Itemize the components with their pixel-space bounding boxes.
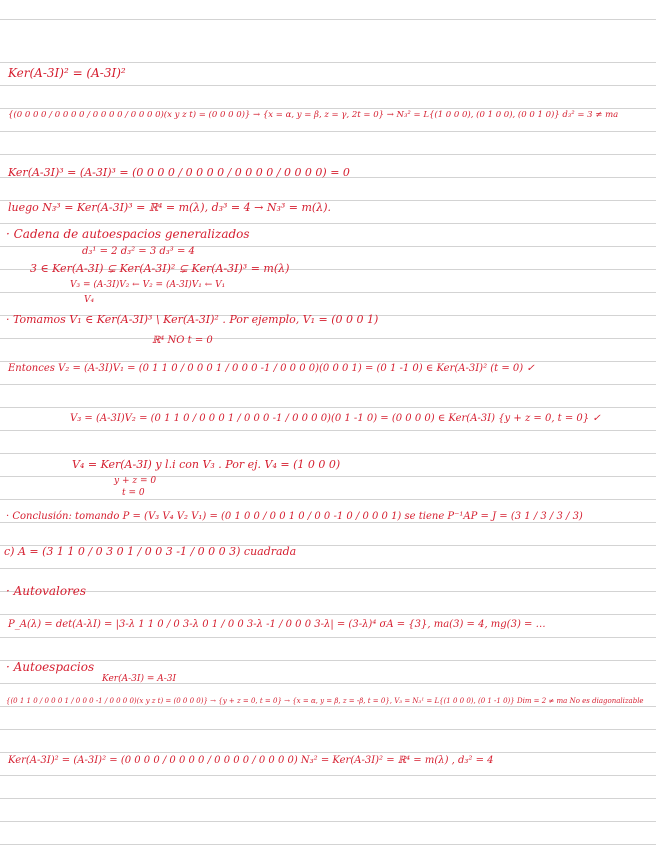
note-line-24: Ker(A-3I)² = (A-3I)² = (0 0 0 0 / 0 0 0 0 / 0 0 0 0 / 0 0 0 0) N₃² = Ker(A-3I)² = ℝ⁴ = m(λ) , d₃² = 4: [8, 755, 494, 766]
note-line-4: luego N₃³ = Ker(A-3I)³ = ℝ⁴ = m(λ), d₃³ = 4 → N₃³ = m(λ).: [8, 201, 331, 214]
note-line-10: · Tomamos V₁ ∈ Ker(A-3I)³ \ Ker(A-3I)² . Por ejemplo, V₁ = (0 0 0 1): [6, 313, 379, 326]
note-line-17: · Conclusión: tomando P = (V₃ V₄ V₂ V₁) = (0 1 0 0 / 0 0 1 0 / 0 0 -1 0 / 0 0 0 1) se tiene P⁻¹AP = J = (3 1 / 3 / 3 / 3): [6, 511, 583, 522]
note-line-14: V₄ = Ker(A-3I) y l.i con V₃ . Por ej. V₄ = (1 0 0 0): [72, 458, 341, 471]
note-line-8: V₃ = (A-3I)V₂ ← V₂ = (A-3I)V₁ ← V₁: [70, 280, 226, 290]
note-line-15: y + z = 0: [114, 476, 157, 486]
section-heading-autovalores: · Autovalores: [6, 584, 87, 598]
note-line-2: {(0 0 0 0 / 0 0 0 0 / 0 0 0 0 / 0 0 0 0)(x y z t) = (0 0 0 0)} → {x = α, y = β, z = γ, 2t = 0} → N₃² = L{(1 0 0 0), (0 1 0 0), (0 0 1 0)} d₃² = 3 ≠ ma: [8, 110, 619, 120]
note-line-6: d₃¹ = 2 d₃² = 3 d₃³ = 4: [82, 246, 195, 257]
note-line-11: ℝ⁴ NO t = 0: [152, 335, 213, 346]
note-line-18: c) A = (3 1 1 0 / 0 3 0 1 / 0 0 3 -1 / 0 0 0 3) cuadrada: [4, 545, 297, 558]
note-line-1: Ker(A-3I)² = (A-3I)²: [8, 66, 126, 80]
note-line-3: Ker(A-3I)³ = (A-3I)³ = (0 0 0 0 / 0 0 0 0 / 0 0 0 0 / 0 0 0 0) = 0: [8, 166, 350, 179]
note-line-9: V₄: [84, 295, 95, 305]
note-line-23: {(0 1 1 0 / 0 0 0 1 / 0 0 0 -1 / 0 0 0 0)(x y z t) = (0 0 0 0)} → {y + z = 0, t = 0} → {x = α, y = β, z = -β, t = 0}, V₃ = N₃¹ = L{(1 0 0 0), (0 1 -1 0)} Dim = 2 ≠ ma No es diagonalizable: [6, 697, 644, 705]
note-line-20: P_A(λ) = det(A-λI) = |3-λ 1 1 0 / 0 3-λ 0 1 / 0 0 3-λ -1 / 0 0 0 3-λ| = (3-λ)⁴ σA = {3}, ma(3) = 4, mg(3) = …: [8, 619, 546, 630]
section-heading-autoespacios: · Autoespacios: [6, 660, 95, 674]
note-line-7: 3 ∈ Ker(A-3I) ⊊ Ker(A-3I)² ⊊ Ker(A-3I)³ = m(λ): [30, 262, 290, 275]
note-line-13: V₃ = (A-3I)V₂ = (0 1 1 0 / 0 0 0 1 / 0 0 0 -1 / 0 0 0 0)(0 1 -1 0) = (0 0 0 0) ∈ Ker(A-3I) {y + z = 0, t = 0} ✓: [70, 413, 601, 424]
note-line-16: t = 0: [122, 488, 145, 498]
note-line-12: Entonces V₂ = (A-3I)V₁ = (0 1 1 0 / 0 0 0 1 / 0 0 0 -1 / 0 0 0 0)(0 0 0 1) = (0 1 -1 0) ∈ Ker(A-3I)² (t = 0) ✓: [8, 363, 535, 374]
section-heading-cadena: · Cadena de autoespacios generalizados: [6, 227, 250, 241]
note-line-22: Ker(A-3I) = A-3I: [102, 674, 177, 684]
